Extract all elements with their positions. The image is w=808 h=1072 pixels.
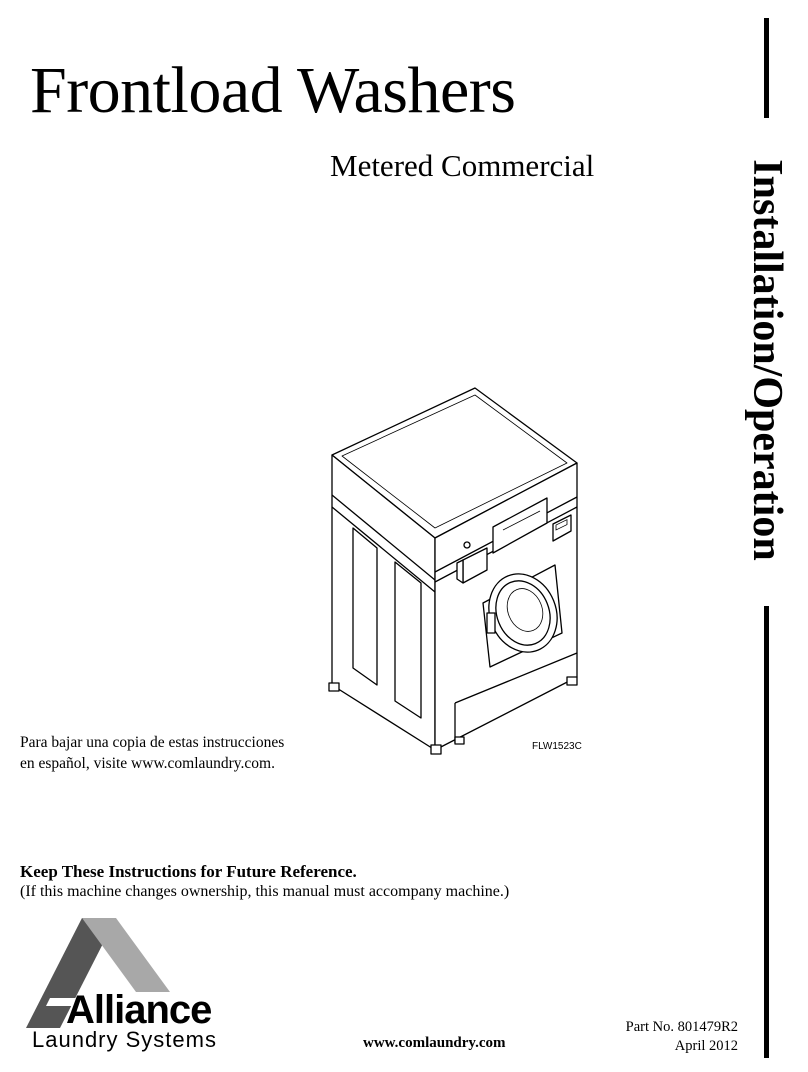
keep-instructions-heading: Keep These Instructions for Future Reference.: [20, 862, 357, 881]
washer-illustration: [315, 385, 595, 760]
logo-tagline: Laundry Systems: [32, 1027, 217, 1052]
page-title: Frontload Washers: [30, 54, 516, 127]
side-banner: [744, 18, 790, 1058]
figure-code: FLW1523C: [532, 741, 582, 752]
spanish-note-line-2: en español, visite www.comlaundry.com.: [20, 755, 275, 772]
alliance-logo: [20, 910, 270, 1055]
part-number: Part No. 801479R2: [625, 1019, 738, 1035]
side-rule-top: [764, 18, 769, 118]
logo-wordmark: Alliance: [66, 988, 212, 1032]
ownership-note: (If this machine changes ownership, this manual must accompany machine.): [20, 883, 510, 900]
spanish-download-note: [20, 732, 284, 774]
footer-website: www.comlaundry.com: [363, 1035, 506, 1051]
page-subtitle: Metered Commercial: [330, 148, 595, 183]
side-rule-bottom: [764, 606, 769, 1058]
publication-date: April 2012: [674, 1038, 738, 1054]
part-info: [626, 1018, 738, 1056]
side-banner-label: Installation/Operation: [744, 159, 790, 561]
spanish-note-line-1: Para bajar una copia de estas instrucciones: [20, 734, 285, 751]
